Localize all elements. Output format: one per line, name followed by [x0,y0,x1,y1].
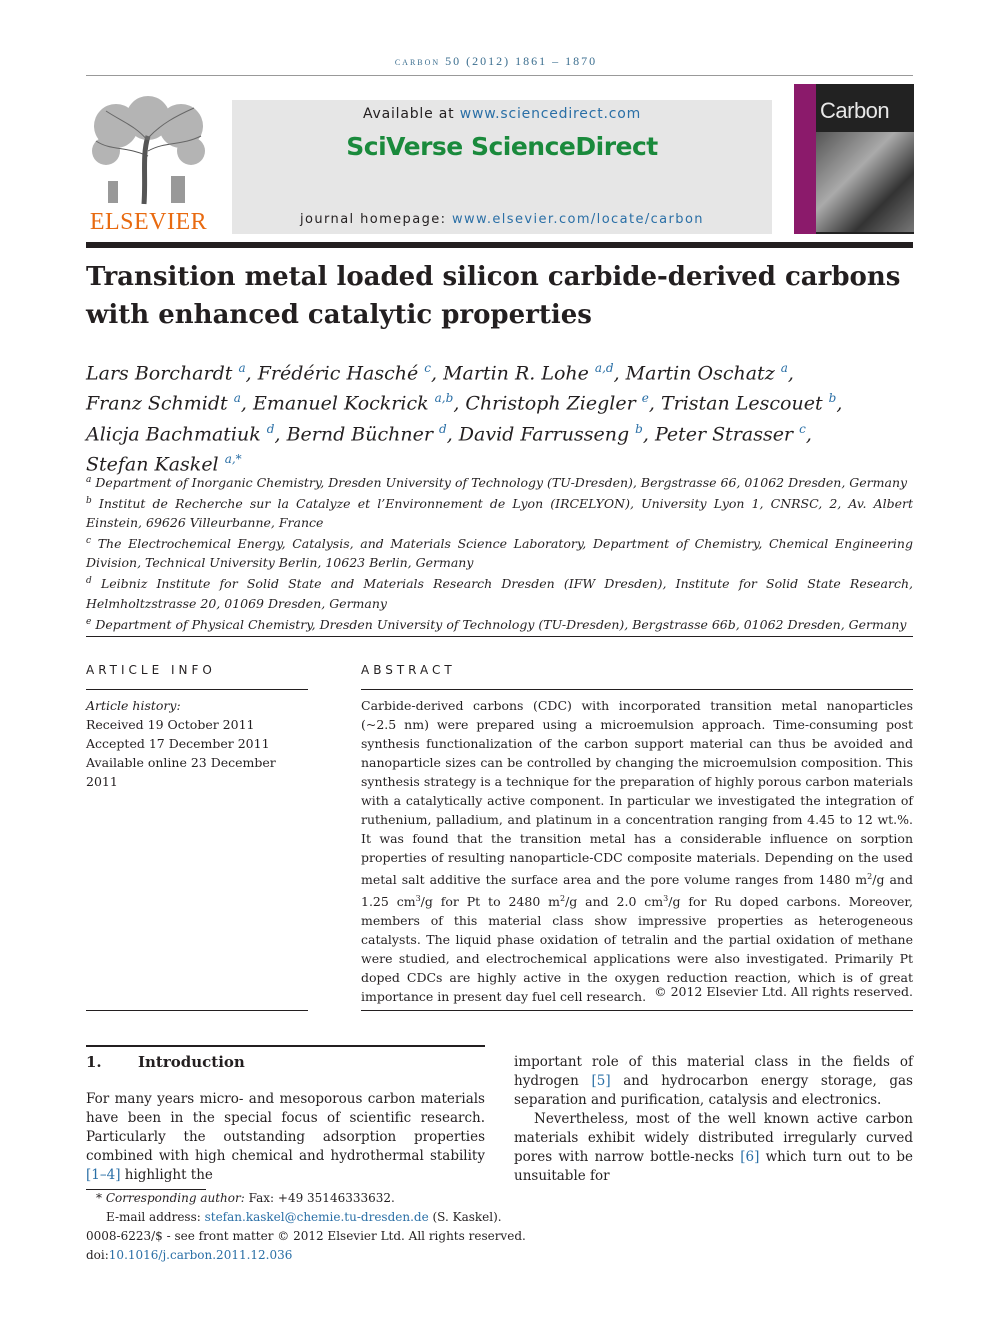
author-separator: , [648,392,661,415]
accepted-date: Accepted 17 December 2011 [86,736,270,751]
abstract-part: /g and 2.0 cm [565,894,664,910]
elsevier-tree-icon [86,96,211,206]
doi-link[interactable]: 10.1016/j.carbon.2011.12.036 [108,1248,293,1262]
article-info-bottom-rule [86,1010,308,1011]
abstract-rule [361,689,913,690]
affiliation-key: b [86,496,92,507]
journal-homepage [232,212,772,227]
affiliation-text: Institut de Recherche sur la Catalyze et l’Environnement de Lyon (IRCELYON), University Lyon 1, CNRSC, 2, Av. Albert Einstein, 69626 Villeurbanne, France [86,496,914,531]
received-date: Received 19 October 2011 [86,717,255,732]
author[interactable]: Lars Borchardt [86,362,233,385]
author-separator: , [274,422,287,445]
title-line-1: Transition metal loaded silicon carbide-derived carbons [86,262,901,292]
title-rule [86,242,913,248]
corresponding-fax: Fax: +49 35146333632. [244,1191,395,1205]
journal-reference: carbon 50 (2012) 1861 – 1870 [394,54,598,68]
author-affiliation[interactable]: a [238,361,246,375]
paragraph [514,1053,913,1110]
affiliation [86,492,913,532]
author-separator: , [836,392,843,415]
available-at [232,106,772,122]
author[interactable]: Stefan Kaskel [86,453,219,476]
abstract-part: /g and 1.25 cm [361,872,913,910]
author-affiliation[interactable]: e [641,391,649,406]
article-info-heading: ARTICLE INFO [86,663,216,677]
email-link[interactable]: stefan.kaskel@chemie.tu-dresden.de [204,1210,429,1224]
abstract-bottom-rule [361,1010,913,1011]
author-separator: , [613,362,626,385]
email-line [86,1208,686,1227]
elsevier-wordmark: ELSEVIER [89,209,208,235]
available-prefix: Available at [362,106,460,122]
article-title [86,258,913,334]
author-line [86,417,913,447]
body-text: Nevertheless, most of the well known active carbon materials exhibit widely distributed irregularly curved pores with narrow bottle-necks [514,1111,913,1165]
sciencedirect-link[interactable]: www.sciencedirect.com [459,106,642,122]
author-line [86,356,913,386]
author[interactable]: Peter Strasser [654,422,794,445]
front-matter-rule [86,636,913,637]
online-date: Available online 23 December 2011 [86,755,276,789]
citation-link[interactable]: [1–4] [86,1167,121,1183]
author-affiliation[interactable]: a [780,361,788,375]
author-line [86,386,913,416]
copyright: © 2012 Elsevier Ltd. All rights reserved. [654,984,913,999]
author[interactable]: Martin R. Lohe [443,362,589,385]
corresponding-label: Corresponding author: [105,1191,245,1205]
affiliation-text: The Electrochemical Energy, Catalysis, and Materials Science Laboratory, Department of Chemistry, Chemical Engineering Division, Technical University Berlin, 10623 Berlin, Germany [86,536,913,571]
abstract-sup: 3 [663,894,669,904]
header-rule [86,75,913,76]
journal-homepage-link[interactable]: www.elsevier.com/locate/carbon [451,212,704,227]
history-label: Article history: [86,698,181,713]
doi-prefix: doi: [86,1248,109,1262]
author-separator: , [431,362,444,385]
paragraph [514,1110,913,1186]
author-affiliation[interactable]: c [424,361,431,375]
author[interactable]: David Farrusseng [458,422,630,445]
author[interactable]: Martin Oschatz [625,362,775,385]
author[interactable]: Tristan Lescouet [660,392,823,415]
cover-image [816,132,914,232]
doi-line [86,1246,686,1265]
author-affiliation[interactable]: a [233,391,241,406]
abstract-heading: ABSTRACT [361,663,456,677]
author-separator: , [787,362,794,385]
affiliation [86,471,913,492]
intro-rule [86,1045,485,1047]
email-suffix: (S. Kaskel). [428,1210,502,1224]
affiliation [86,572,913,612]
author-separator: , [642,422,655,445]
corresponding-author [86,1189,686,1208]
author[interactable]: Franz Schmidt [86,392,228,415]
affiliation-key: a [86,475,92,485]
section-heading [86,1053,485,1071]
body-column-left [86,1090,485,1185]
author-separator: , [805,422,812,445]
citation-link[interactable]: [5] [591,1073,611,1089]
affiliation [86,613,913,634]
body-text: highlight the [120,1167,213,1183]
issn-line: 0008-6223/$ - see front matter © 2012 Elsevier Ltd. All rights reserved. [86,1229,526,1243]
abstract-part: /g for Pt to 2480 m [420,894,560,910]
author-affiliation[interactable]: b [828,391,837,406]
footnotes [86,1189,686,1265]
title-line-2: with enhanced catalytic properties [86,300,592,330]
author-affiliation[interactable]: a,d [594,361,614,375]
section-title: Introduction [138,1053,245,1071]
author-affiliation[interactable]: a,* [224,451,242,466]
article-history [86,696,308,791]
author[interactable]: Frédéric Hasché [257,362,419,385]
cover-title: Carbon [820,98,890,123]
affiliation-text: Department of Physical Chemistry, Dresden University of Technology (TU-Dresden), Bergstrasse 66b, 01062 Dresden, Germany [95,616,907,632]
author[interactable]: Bernd Büchner [286,422,433,445]
author-separator: , [453,392,466,415]
author-affiliation[interactable]: c [799,421,806,436]
abstract-sup: 3 [415,894,421,904]
sciverse-logo: SciVerse ScienceDirect [346,132,658,161]
abstract-text [361,696,913,1006]
author-separator: , [446,422,459,445]
author-affiliation[interactable]: b [635,421,643,436]
author[interactable]: Emanuel Kockrick [252,392,429,415]
affiliation-key: c [86,536,92,547]
author[interactable]: Christoph Ziegler [465,392,636,415]
author-list [86,356,913,477]
body-text: which turn out to be unsuitable for [514,1149,913,1184]
article-info-rule [86,689,308,690]
affiliation [86,532,913,572]
footnote-star: * [96,1191,102,1205]
homepage-prefix: journal homepage: [300,212,452,227]
affiliations [86,471,913,634]
author-affiliation[interactable]: d [439,421,447,436]
elsevier-logo [86,96,211,236]
body-text: and hydrocarbon energy storage, gas separation and purification, catalysis and electronics. [514,1073,913,1108]
journal-cover [794,84,914,234]
author[interactable]: Alicja Bachmatiuk [86,422,261,445]
author-affiliation[interactable]: a,b [434,391,454,406]
email-label: E-mail address: [106,1210,205,1224]
body-column-right [514,1053,913,1186]
body-text: For many years micro- and mesoporous carbon materials have been in the special focus of scientific research. Particularly the outstanding adsorption properties combined with high chemical and hydrothermal stability [86,1091,485,1164]
author-separator: , [240,392,253,415]
abstract-sup: 2 [560,894,566,904]
section-number: 1. [86,1053,102,1071]
body-text: important role of this material class in the fields of hydrogen [514,1054,913,1089]
citation-link[interactable]: [6] [740,1149,760,1165]
affiliation-text: Department of Inorganic Chemistry, Dresden University of Technology (TU-Dresden), Bergstrasse 66, 01062 Dresden, Germany [95,475,908,491]
affiliation-text: Leibniz Institute for Solid State and Materials Research Dresden (IFW Dresden), Institute for Solid State Research, Helmholtzstrasse 20, 01069 Dresden, Germany [86,576,913,611]
author-separator: , [245,362,258,385]
abstract-part: /g for Ru doped carbons. Moreover, members of this material class show impressive properties as heterogeneous catalysts. The liquid phase oxidation of tetralin and the partial oxidation of methane were studied, and electrochemical applications were also investigated. Primarily Pt doped CDCs are highly active in the oxygen reduction reaction, which is of great importance in present day fuel cell research. [361,894,913,1005]
affiliation-key: e [86,616,92,627]
abstract-sup: 2 [867,872,873,881]
author-affiliation[interactable]: d [266,421,275,436]
abstract-part: Carbide-derived carbons (CDC) with incorporated transition metal nanoparticles (~2.5 nm) were prepared using a microemulsion approach. Time-consuming post synthesis functionalization of the carbon support material can thus be avoided and nanoparticle sizes can be controlled by changing the microemulsion composition. This synthesis strategy is a technique for the preparation of highly porous carbon materials with a catalytically active component. In particular we investigated the integration of ruthenium, palladium, and platinum in a concentration ranging from 4.45 to 12 wt.%. It was found that the transition metal has a considerable influence on sorption properties of resulting nanoparticle-CDC composite materials. Depending on the used metal salt additive the surface area and the pore volume ranges from 1480 m [361,698,913,888]
affiliation-key: d [86,576,92,587]
